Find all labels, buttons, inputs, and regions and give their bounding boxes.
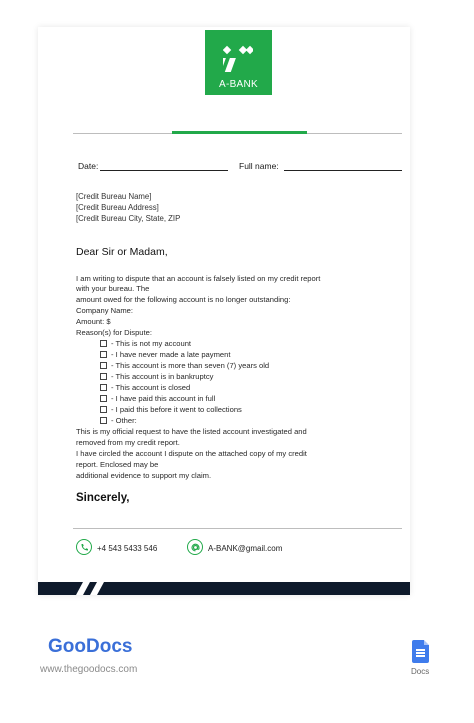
reason-checkbox[interactable] [100, 384, 107, 391]
fullname-input-line[interactable] [284, 170, 402, 171]
brand-url[interactable]: www.thegoodocs.com [40, 664, 138, 675]
closing-line: removed from my credit report. [76, 438, 180, 447]
reason-label: - I have paid this account in full [111, 394, 216, 403]
email-address[interactable]: A-BANK@gmail.com [208, 544, 283, 553]
goodocs-logo[interactable] [48, 636, 132, 658]
greeting: Dear Sir or Madam, [76, 246, 168, 258]
date-name-row [78, 161, 408, 173]
footer-band [38, 582, 410, 595]
reason-checkbox[interactable] [100, 373, 107, 380]
reason-label: - Other: [111, 416, 137, 425]
reason-checkbox[interactable] [100, 395, 107, 402]
reason-label: - This is not my account [111, 339, 192, 348]
reasons-heading: Reason(s) for Dispute: [76, 328, 152, 337]
reason-label: - This account is more than seven (7) years old [111, 361, 270, 370]
reason-checkbox[interactable] [100, 417, 107, 424]
header-accent-bar [172, 131, 307, 134]
closing-line: additional evidence to support my claim. [76, 471, 212, 480]
email-icon [187, 539, 203, 555]
doc-line [416, 649, 425, 651]
closing-line: This is my official request to have the listed account investigated and [76, 427, 307, 436]
fullname-label: Full name: [239, 161, 279, 171]
doc-line [416, 652, 425, 654]
letter-page [38, 27, 410, 595]
bureau-city: [Credit Bureau City, State, ZIP [76, 214, 181, 223]
body-line: amount owed for the following account is no longer outstanding: [76, 295, 291, 304]
doc-fold [424, 640, 429, 645]
company-name-field: Company Name: [76, 306, 133, 315]
doc-line [416, 655, 425, 657]
body-line: I am writing to dispute that an account is falsely listed on my credit report [76, 274, 321, 283]
date-input-line[interactable] [100, 170, 228, 171]
google-docs-icon[interactable] [412, 640, 429, 663]
bank-name: A-BANK [218, 79, 259, 90]
phone-icon [76, 539, 92, 555]
body-line: with your bureau. The [76, 284, 150, 293]
reason-label: - I paid this before it went to collections [111, 405, 242, 414]
closing-line: I have circled the account I dispute on the attached copy of my credit [76, 449, 307, 458]
reason-checkbox[interactable] [100, 362, 107, 369]
bureau-address: [Credit Bureau Address] [76, 203, 159, 212]
amount-field: Amount: $ [76, 317, 111, 326]
bank-logo-mark-icon [223, 44, 253, 72]
docs-label: Docs [411, 667, 430, 676]
footer-divider [73, 528, 402, 529]
reason-label: - I have never made a late payment [111, 350, 231, 359]
signoff: Sincerely, [76, 492, 130, 504]
bank-logo [205, 30, 272, 95]
band-stripes [38, 582, 410, 595]
reason-checkbox[interactable] [100, 406, 107, 413]
reason-label: - This account is in bankruptcy [111, 372, 214, 381]
date-label: Date: [78, 161, 99, 171]
reason-label: - This account is closed [111, 383, 191, 392]
bureau-name: [Credit Bureau Name] [76, 192, 152, 201]
brand-name: GooDocs [48, 636, 133, 657]
phone-number[interactable]: +4 543 5433 546 [97, 544, 158, 553]
closing-line: report. Enclosed may be [76, 460, 159, 469]
reason-checkbox[interactable] [100, 340, 107, 347]
reason-checkbox[interactable] [100, 351, 107, 358]
